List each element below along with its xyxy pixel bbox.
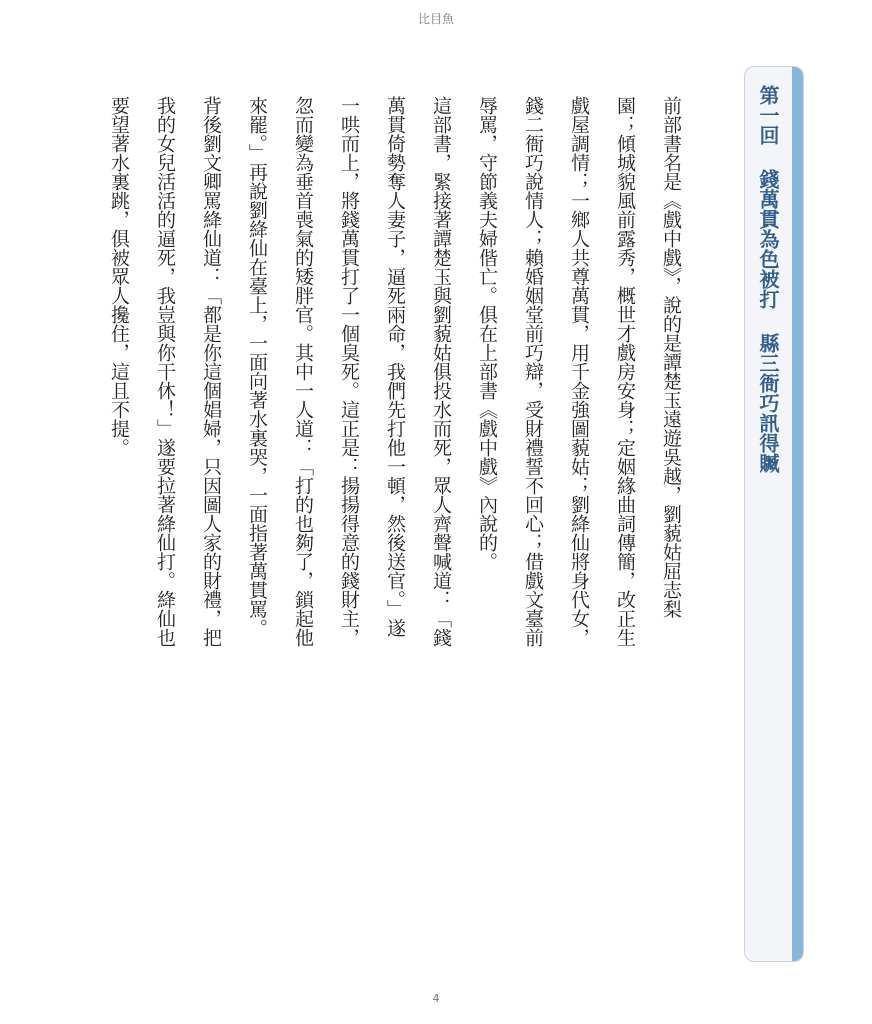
paragraph-2: 這部書，緊接著譚楚玉與劉藐姑俱投水而死，眾人齊聲喊道：「錢萬貫倚勢奪人妻子，逼死兩命，我們先打他一頓，然後送官。」遂一哄而上，將錢萬貫打了一個臭死。這正是：揚揚得意的錢財主，忽而變為垂首喪氣的矮胖官。其中一人道：「打的也夠了，鎖起他來罷。」再說劉絳仙在臺上，一面向著水裏哭，一面指著萬貫罵。背後劉文卿罵絳仙道：「都是你這個娼婦，只因圖人家的財禮，把我的女兒活活的逼死，我豈與你干休！」遂要拉著絳仙打。絳仙也要望著水裏跳，俱被眾人攙住，這且不提。: [108, 96, 452, 647]
body-text: [96, 96, 694, 656]
chapter-title-part1: 錢萬貫為色被打: [756, 169, 780, 309]
chapter-heading-stripe: [792, 67, 803, 961]
chapter-title-part2: 縣三衙巧訊得贓: [756, 333, 780, 473]
chapter-title: [753, 85, 783, 473]
paragraph-1: 前部書名是《戲中戲》，說的是譚楚玉遠遊吳越，劉藐姑屈志梨園；傾城貌風前露秀，概世才戲房安身；定姻緣曲詞傳簡，改正生戲屋調情；一鄉人共尊萬貫，用千金強圖藐姑；劉絳仙將身代女，錢二衙巧說情人；賴婚姻堂前巧辯，受財禮誓不回心；借戲文臺前辱罵，守節義夫婦偕亡。俱在上部書《戲中戲》內說的。: [476, 96, 682, 647]
page-number: 4: [432, 992, 440, 1005]
chapter-number: 第一回: [756, 85, 780, 145]
running-header: 比目魚: [417, 12, 454, 26]
chapter-heading-box: [744, 66, 804, 962]
